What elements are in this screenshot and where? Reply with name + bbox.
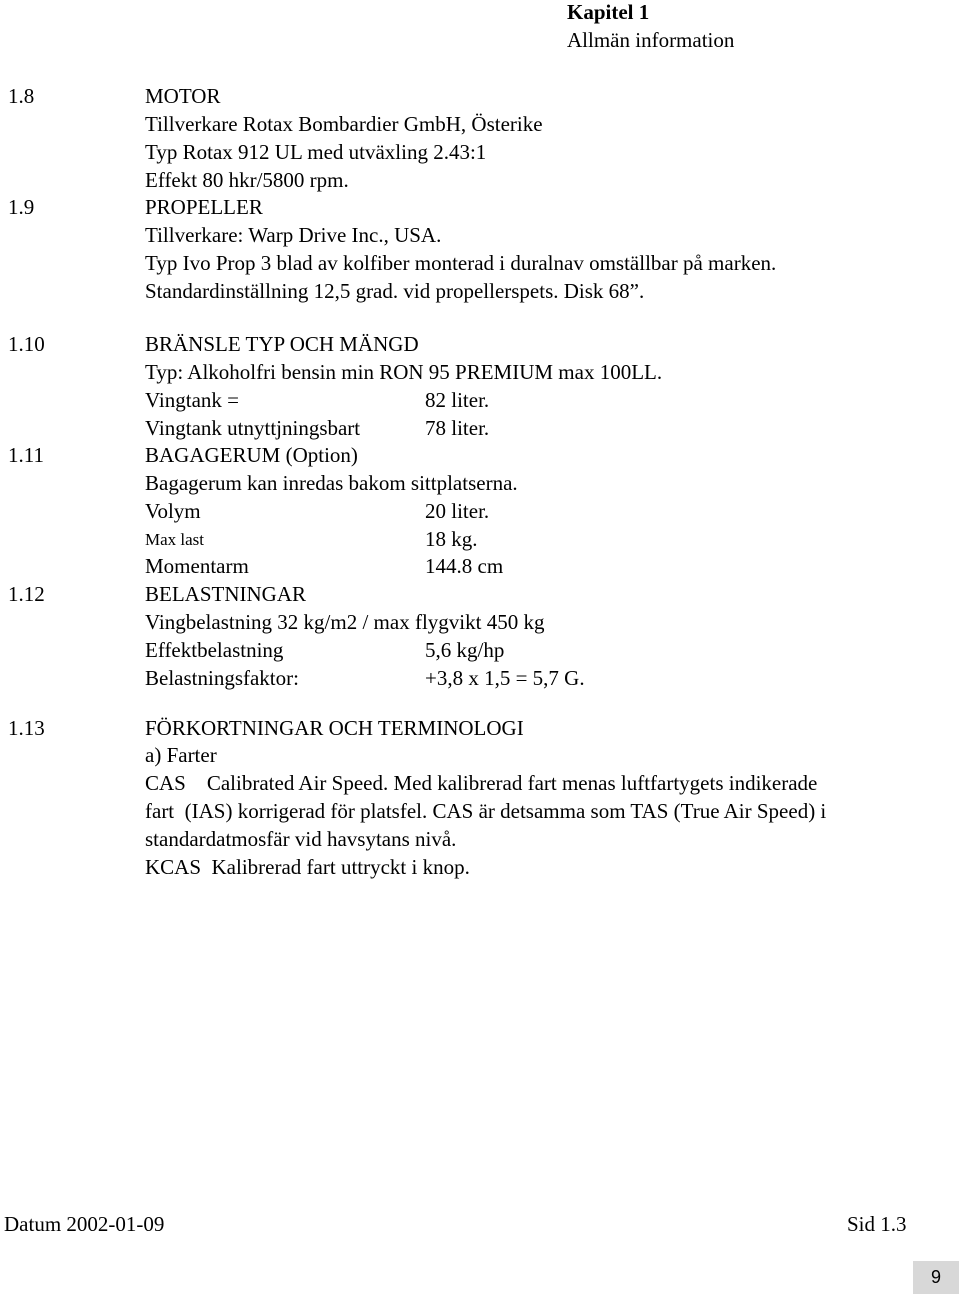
row-value: 20 liter.: [425, 499, 490, 523]
text-line: Effekt 80 hkr/5800 rpm.: [145, 168, 349, 192]
section-title: MOTOR: [145, 84, 221, 108]
row-value: +3,8 x 1,5 = 5,7 G.: [425, 666, 585, 690]
section-title: PROPELLER: [145, 195, 263, 219]
row-value: 78 liter.: [425, 416, 490, 440]
row-label: Vingtank =: [145, 388, 239, 412]
row-value: 144.8 cm: [425, 554, 504, 578]
row-label: Vingtank utnyttjningsbart: [145, 416, 361, 440]
section-number: 1.8: [8, 84, 35, 108]
row-label: Effektbelastning: [145, 638, 284, 662]
chapter-title: Kapitel 1: [567, 0, 650, 24]
section-number: 1.12: [8, 582, 45, 606]
section-title: FÖRKORTNINGAR OCH TERMINOLOGI: [145, 716, 524, 740]
text-line: Standardinställning 12,5 grad. vid propellerspets. Disk 68”.: [145, 279, 645, 303]
row-value: 82 liter.: [425, 388, 490, 412]
text-line: KCAS Kalibrerad fart uttryckt i knop.: [145, 855, 470, 879]
section-number: 1.9: [8, 195, 35, 219]
chapter-subtitle: Allmän information: [567, 28, 735, 52]
row-value: 18 kg.: [425, 527, 478, 551]
row-value: 5,6 kg/hp: [425, 638, 505, 662]
text-line: Tillverkare Rotax Bombardier GmbH, Österike: [145, 112, 543, 136]
text-line: standardatmosfär vid havsytans nivå.: [145, 827, 457, 851]
footer-page-ref: Sid 1.3: [847, 1212, 907, 1236]
footer-date: Datum 2002-01-09: [4, 1212, 165, 1236]
text-line: Typ Rotax 912 UL med utväxling 2.43:1: [145, 140, 487, 164]
section-title: BAGAGERUM (Option): [145, 443, 358, 467]
text-line: a) Farter: [145, 743, 217, 767]
text-line: fart (IAS) korrigerad för platsfel. CAS är detsamma som TAS (True Air Speed) i: [145, 799, 827, 823]
section-title: BELASTNINGAR: [145, 582, 306, 606]
row-label: Belastningsfaktor:: [145, 666, 299, 690]
row-label: Max last: [145, 530, 205, 549]
section-title: BRÄNSLE TYP OCH MÄNGD: [145, 332, 419, 356]
text-line: CAS Calibrated Air Speed. Med kalibrerad fart menas luftfartygets indikerade: [145, 771, 818, 795]
section-number: 1.10: [8, 332, 45, 356]
text-line: Vingbelastning 32 kg/m2 / max flygvikt 450 kg: [145, 610, 545, 634]
text-line: Typ Ivo Prop 3 blad av kolfiber monterad i duralnav omställbar på marken.: [145, 251, 777, 275]
section-number: 1.11: [8, 443, 44, 467]
page-number-box: [913, 1261, 959, 1294]
text-line: Tillverkare: Warp Drive Inc., USA.: [145, 223, 442, 247]
section-number: 1.13: [8, 716, 45, 740]
page-number: 9: [930, 1267, 941, 1287]
text-line: Typ: Alkoholfri bensin min RON 95 PREMIUM max 100LL.: [145, 360, 663, 384]
text-line: Bagagerum kan inredas bakom sittplatserna.: [145, 471, 518, 495]
row-label: Momentarm: [145, 554, 249, 578]
row-label: Volym: [145, 499, 201, 523]
